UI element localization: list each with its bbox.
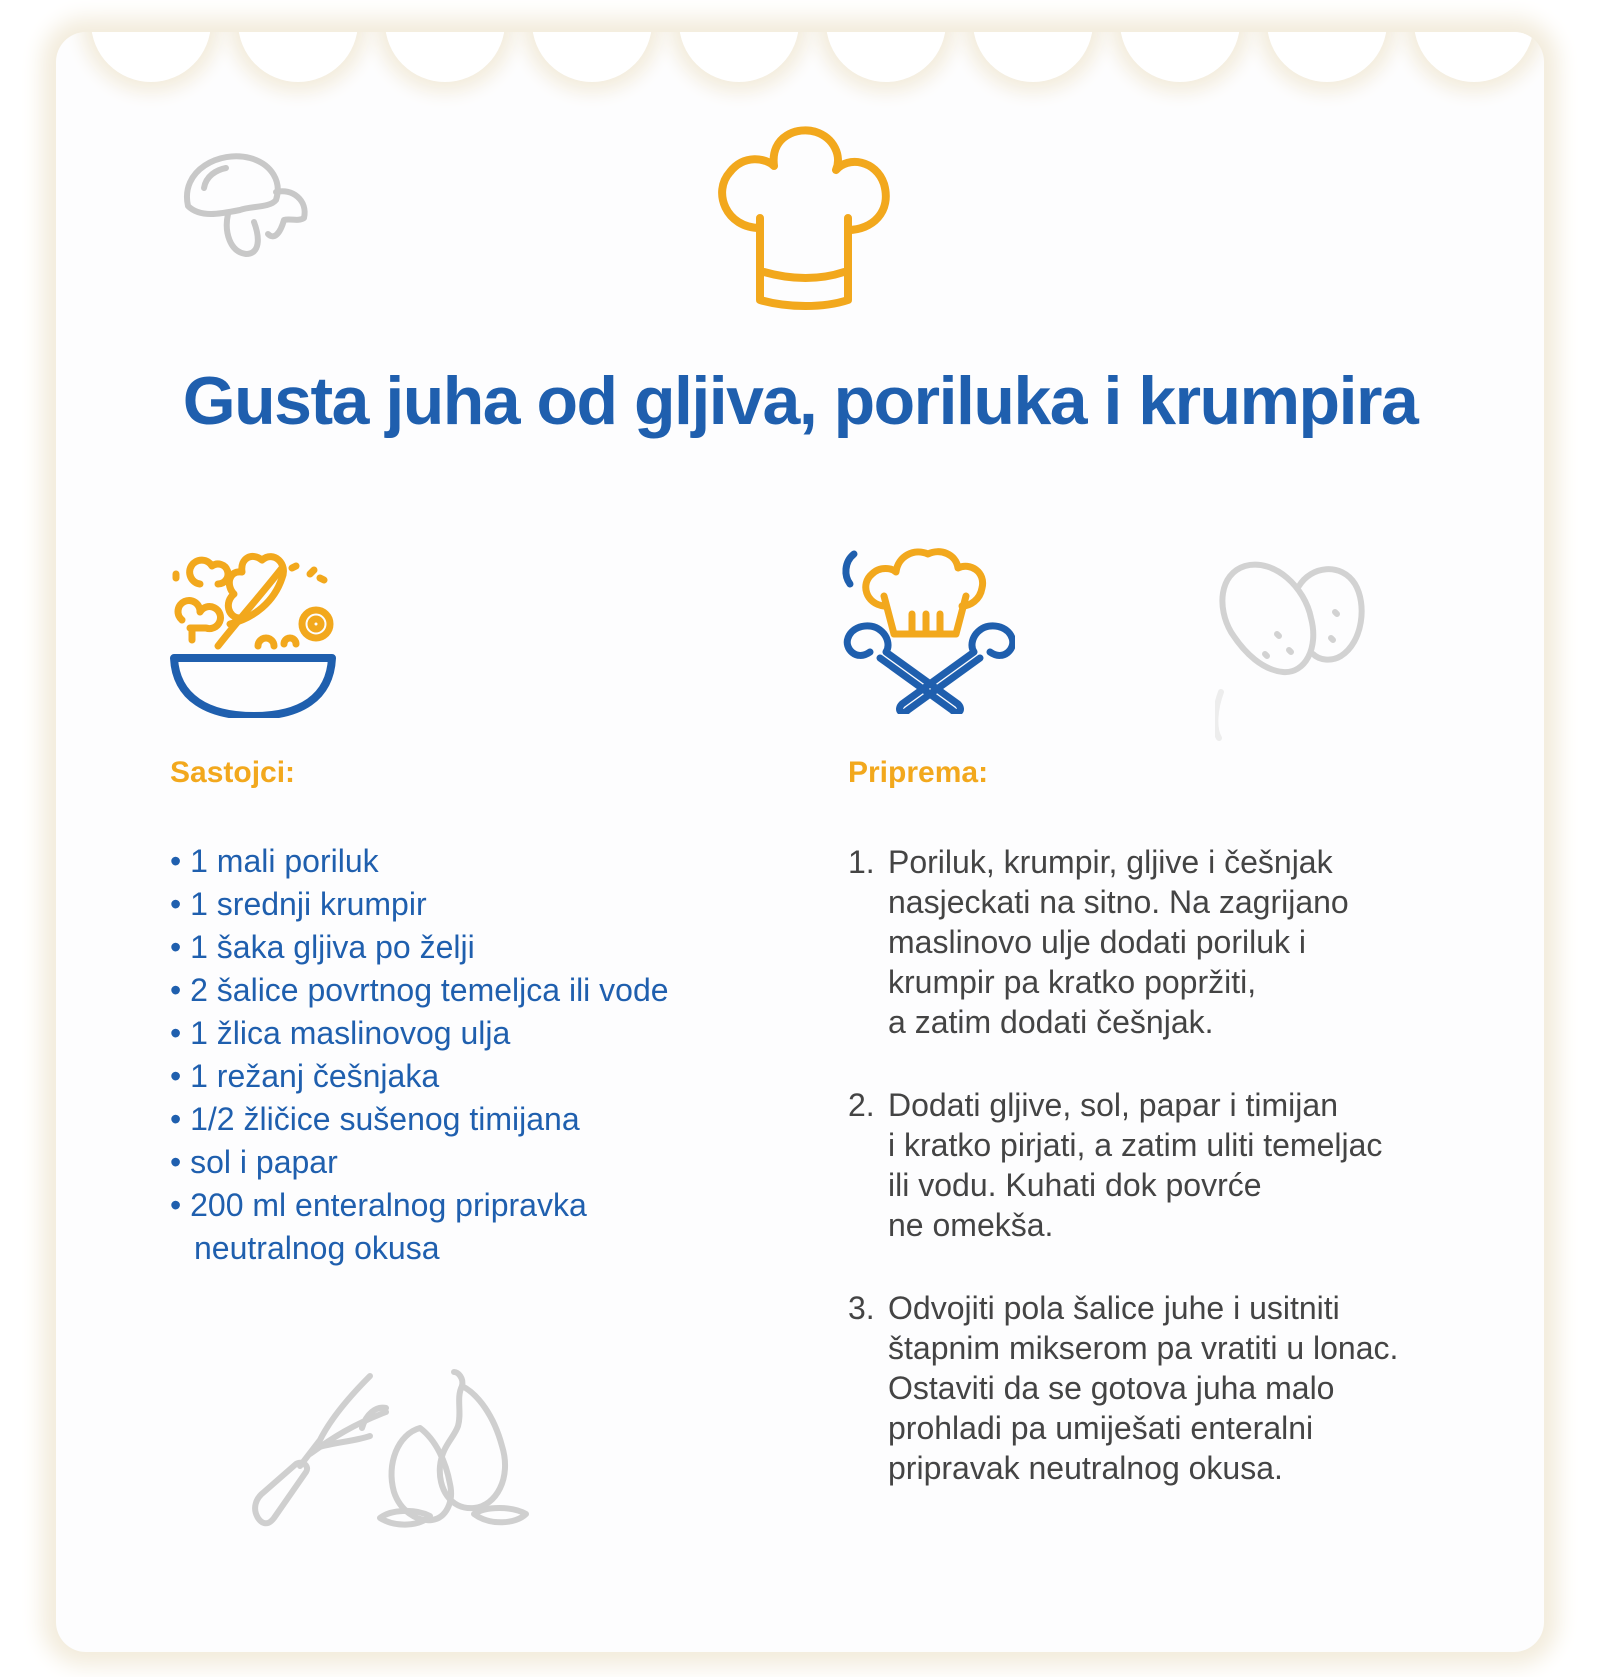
list-item: • 1 mali poriluk xyxy=(170,840,790,883)
herbs-garlic-icon xyxy=(250,1368,540,1538)
list-item: • 200 ml enteralnog pripravka neutralnog okusa xyxy=(170,1184,654,1270)
list-item: • sol i papar xyxy=(170,1141,790,1184)
step-number: 2. xyxy=(848,1087,875,1123)
ingredients-list xyxy=(170,840,790,1270)
card-scallop xyxy=(1267,32,1387,82)
salad-bowl-icon xyxy=(170,548,340,718)
recipe-title: Gusta juha od gljiva, poriluka i krumpira xyxy=(182,363,1418,439)
card-scallop xyxy=(1120,32,1240,82)
card-scallop xyxy=(238,32,358,82)
step-item xyxy=(848,1085,1488,1245)
list-item: • 1/2 žličice sušenog timijana xyxy=(170,1098,790,1141)
card-scallop xyxy=(1414,32,1534,82)
mushroom-icon xyxy=(180,148,320,263)
step-number: 1. xyxy=(848,844,875,880)
card-scallop xyxy=(826,32,946,82)
list-item: • 1 režanj češnjaka xyxy=(170,1055,790,1098)
card-scallop xyxy=(91,32,211,82)
potato-icon xyxy=(1215,558,1375,778)
list-item: • 1 žlica maslinovog ulja xyxy=(170,1012,790,1055)
list-item: • 1 srednji krumpir xyxy=(170,883,790,926)
step-text: Odvojiti pola šalice juhe i usitniti štapnim mikserom pa vratiti u lonac. Ostaviti da se gotova juha malo prohladi pa umiješati enteralni pripravak neutralnog okusa. xyxy=(888,1290,1399,1486)
card-scallop xyxy=(973,32,1093,82)
preparation-label: Priprema: xyxy=(848,756,989,789)
preparation-steps xyxy=(848,842,1488,1531)
step-number: 3. xyxy=(848,1290,875,1326)
step-item xyxy=(848,842,1488,1042)
card-scallop xyxy=(679,32,799,82)
card-scallop xyxy=(385,32,505,82)
list-item: • 1 šaka gljiva po želji xyxy=(170,926,790,969)
chef-spoons-icon xyxy=(840,544,1015,714)
list-item: • 2 šalice povrtnog temeljca ili vode xyxy=(170,969,790,1012)
step-text: Dodati gljive, sol, papar i timijan i kratko pirjati, a zatim uliti temeljac ili vodu. Kuhati dok povrće ne omekša. xyxy=(888,1087,1383,1243)
step-text: Poriluk, krumpir, gljive i češnjak nasjeckati na sitno. Na zagrijano maslinovo ulje dodati poriluk i krumpir pa kratko popržiti, a zatim dodati češnjak. xyxy=(888,844,1349,1040)
chef-hat-icon xyxy=(708,122,893,322)
step-item xyxy=(848,1288,1488,1488)
card-scallop xyxy=(532,32,652,82)
ingredients-label: Sastojci: xyxy=(170,756,296,789)
